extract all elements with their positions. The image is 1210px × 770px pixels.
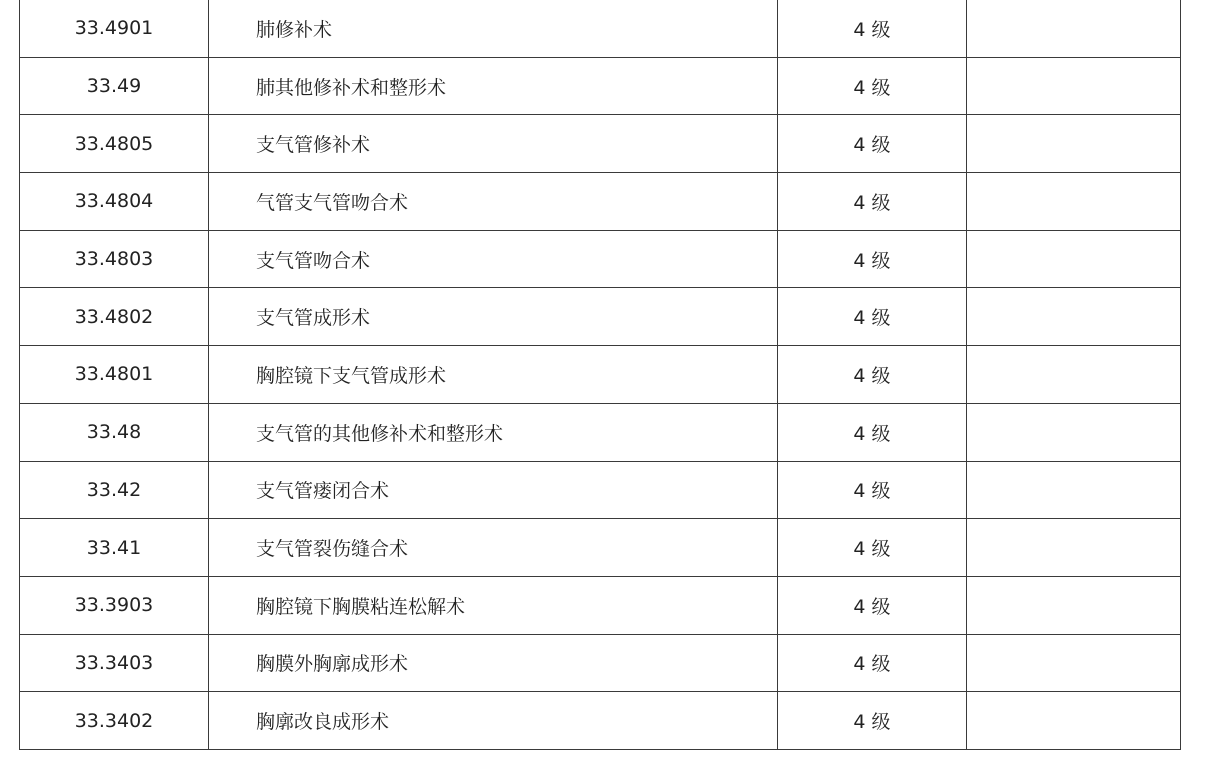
procedure-note-cell	[967, 57, 1181, 115]
procedure-table	[19, 0, 1181, 750]
procedure-name-cell: 胸廓改良成形术	[209, 692, 778, 750]
procedure-level-cell: 4 级	[778, 634, 967, 692]
procedure-level-cell: 4 级	[778, 0, 967, 57]
procedure-level-cell: 4 级	[778, 288, 967, 346]
procedure-note-cell	[967, 692, 1181, 750]
table-row	[20, 115, 1181, 173]
procedure-note-cell	[967, 173, 1181, 231]
procedure-code-cell: 33.48	[20, 403, 209, 461]
procedure-level-cell: 4 级	[778, 461, 967, 519]
procedure-note-cell	[967, 0, 1181, 57]
procedure-level-cell: 4 级	[778, 519, 967, 577]
procedure-code-cell: 33.42	[20, 461, 209, 519]
procedure-table-container	[19, 0, 1181, 750]
table-row	[20, 57, 1181, 115]
procedure-note-cell	[967, 403, 1181, 461]
procedure-name-cell: 肺其他修补术和整形术	[209, 57, 778, 115]
table-row	[20, 346, 1181, 404]
procedure-level-cell: 4 级	[778, 346, 967, 404]
procedure-code-cell: 33.4802	[20, 288, 209, 346]
table-row	[20, 519, 1181, 577]
procedure-note-cell	[967, 115, 1181, 173]
procedure-name-cell: 支气管成形术	[209, 288, 778, 346]
procedure-code-cell: 33.4804	[20, 173, 209, 231]
table-row	[20, 230, 1181, 288]
procedure-name-cell: 支气管修补术	[209, 115, 778, 173]
procedure-code-cell: 33.4805	[20, 115, 209, 173]
table-row	[20, 576, 1181, 634]
procedure-code-cell: 33.3402	[20, 692, 209, 750]
procedure-note-cell	[967, 519, 1181, 577]
procedure-level-cell: 4 级	[778, 576, 967, 634]
procedure-name-cell: 支气管瘘闭合术	[209, 461, 778, 519]
table-row	[20, 461, 1181, 519]
procedure-name-cell: 胸腔镜下支气管成形术	[209, 346, 778, 404]
procedure-level-cell: 4 级	[778, 115, 967, 173]
procedure-note-cell	[967, 230, 1181, 288]
table-row	[20, 692, 1181, 750]
table-row	[20, 173, 1181, 231]
procedure-code-cell: 33.4901	[20, 0, 209, 57]
procedure-level-cell: 4 级	[778, 403, 967, 461]
procedure-level-cell: 4 级	[778, 692, 967, 750]
procedure-note-cell	[967, 461, 1181, 519]
procedure-name-cell: 支气管的其他修补术和整形术	[209, 403, 778, 461]
procedure-name-cell: 支气管裂伤缝合术	[209, 519, 778, 577]
table-row	[20, 634, 1181, 692]
procedure-note-cell	[967, 634, 1181, 692]
procedure-code-cell: 33.49	[20, 57, 209, 115]
procedure-name-cell: 支气管吻合术	[209, 230, 778, 288]
table-row	[20, 0, 1181, 57]
procedure-code-cell: 33.41	[20, 519, 209, 577]
procedure-code-cell: 33.4801	[20, 346, 209, 404]
procedure-name-cell: 胸膜外胸廓成形术	[209, 634, 778, 692]
procedure-note-cell	[967, 288, 1181, 346]
procedure-code-cell: 33.3903	[20, 576, 209, 634]
procedure-note-cell	[967, 346, 1181, 404]
table-row	[20, 288, 1181, 346]
procedure-level-cell: 4 级	[778, 57, 967, 115]
procedure-code-cell: 33.4803	[20, 230, 209, 288]
procedure-name-cell: 肺修补术	[209, 0, 778, 57]
procedure-level-cell: 4 级	[778, 173, 967, 231]
procedure-note-cell	[967, 576, 1181, 634]
table-row	[20, 403, 1181, 461]
procedure-level-cell: 4 级	[778, 230, 967, 288]
procedure-code-cell: 33.3403	[20, 634, 209, 692]
procedure-name-cell: 气管支气管吻合术	[209, 173, 778, 231]
procedure-name-cell: 胸腔镜下胸膜粘连松解术	[209, 576, 778, 634]
